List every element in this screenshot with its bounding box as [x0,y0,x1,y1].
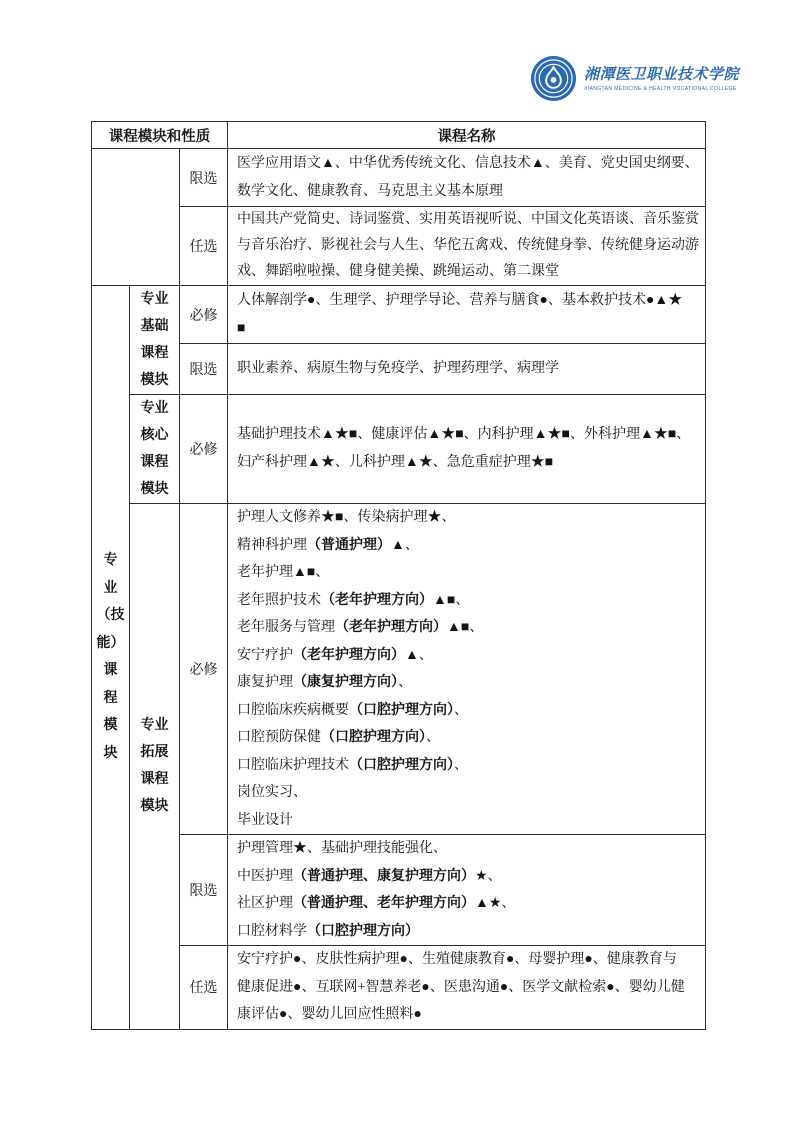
college-name-cn: 湘潭医卫职业技术学院 [584,66,740,83]
module-professional-basic: 专业 基础 课程 模块 [130,286,180,395]
college-name-en: XIANGTAN MEDICINE & HEALTH VOCATIONAL COLLEGE [584,85,737,92]
course-list-cell: 人体解剖学●、生理学、护理学导论、营养与膳食●、基本救护技术●▲★ ■ [228,286,706,344]
course-list-cell: 基础护理技术▲★■、健康评估▲★■、内科护理▲★■、外科护理▲★■、 妇产科护理▲★、儿科护理▲★、急危重症护理★■ [228,395,706,504]
course-list-cell: 护理人文修养★■、传染病护理★、 精神科护理（普通护理）▲、 老年护理▲■、 老年照护技术（老年护理方向）▲■、 老年服务与管理（老年护理方向）▲■、 安宁疗护（老年护理方向）▲、 康复护理（康复护理方向）、 口腔临床疾病概要（口腔护理方向）、 口腔预防保健（口腔护理方向）、 口腔临床护理技术（口腔护理方向）、 岗位实习、 毕业设计 [228,504,706,835]
nature-cell: 必修 [180,504,228,835]
empty-cell [92,149,180,286]
college-seal-icon [530,55,577,102]
nature-cell: 任选 [180,207,228,286]
module-professional-extension: 专业 拓展 课程 模块 [130,504,180,1030]
nature-cell: 限选 [180,344,228,395]
module-professional-core: 专业 核心 课程 模块 [130,395,180,504]
category-professional-skill-module: 专 业 （技 能） 课 程 模 块 [92,286,130,1030]
nature-cell: 限选 [180,149,228,207]
course-list-cell: 职业素养、病原生物与免疫学、护理药理学、病理学 [228,344,706,395]
header-course-name: 课程名称 [228,122,706,149]
nature-cell: 限选 [180,835,228,946]
course-list-cell: 安宁疗护●、皮肤性病护理●、生殖健康教育●、母婴护理●、健康教育与 健康促进●、互联网+智慧养老●、医患沟通●、医学文献检索●、婴幼儿健 康评估●、婴幼儿回应性照料● [228,946,706,1030]
nature-cell: 必修 [180,395,228,504]
header-module-nature: 课程模块和性质 [92,122,228,149]
course-list-cell: 医学应用语文▲、中华优秀传统文化、信息技术▲、美育、党史国史纲要、 数学文化、健康教育、马克思主义基本原理 [228,149,706,207]
course-list-cell: 中国共产党简史、诗词鉴赏、实用英语视听说、中国文化英语谈、音乐鉴赏 与音乐治疗、影视社会与人生、华佗五禽戏、传统健身拳、传统健身运动游 戏、舞蹈啦啦操、健身健美操、跳绳运动、第二课堂 [228,207,706,286]
college-name-block [584,66,739,92]
nature-cell: 任选 [180,946,228,1030]
nature-cell: 必修 [180,286,228,344]
college-logo [530,55,739,102]
course-list-cell: 护理管理★、基础护理技能强化、 中医护理（普通护理、康复护理方向）★、 社区护理（普通护理、老年护理方向）▲★、 口腔材料学（口腔护理方向） [228,835,706,946]
curriculum-table [91,121,706,1030]
